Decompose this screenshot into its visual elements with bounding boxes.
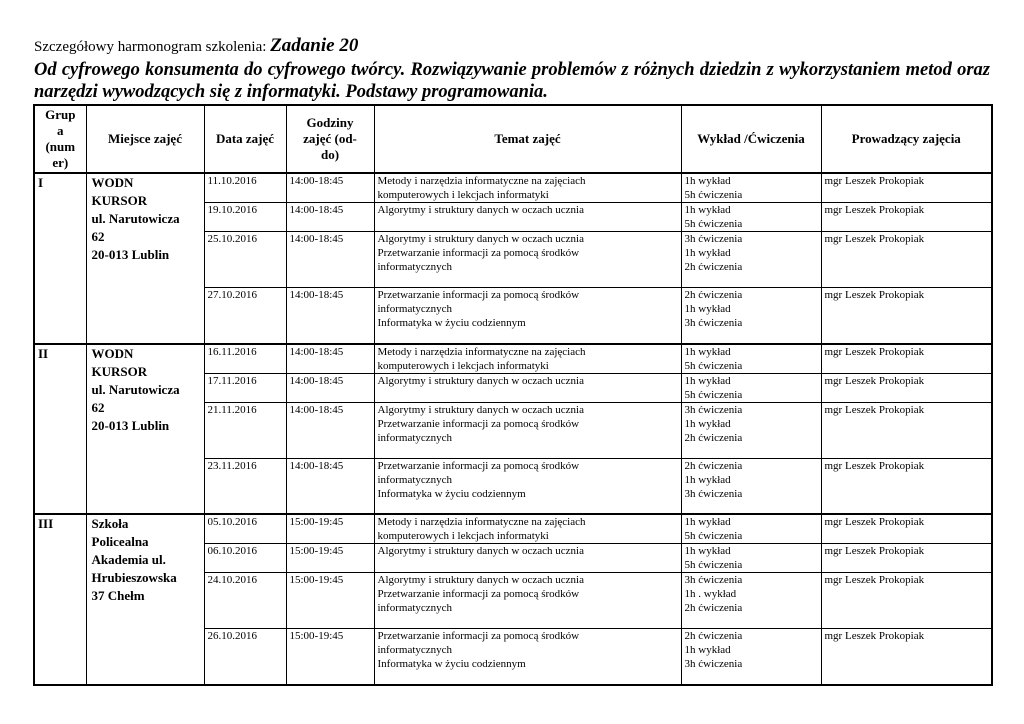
session-topic: [374, 173, 681, 203]
session-date: 17.11.2016: [204, 373, 286, 402]
session-type-line: 2h ćwiczenia: [684, 431, 743, 444]
session-date: 24.10.2016: [204, 573, 286, 629]
session-type-line: 3h ćwiczenia: [684, 317, 743, 329]
place-line: Szkoła: [91, 516, 129, 531]
session-topic: [374, 458, 681, 514]
session-date: 19.10.2016: [204, 203, 286, 232]
table-body: [34, 173, 992, 685]
session-type-line: 5h ćwiczenia: [684, 388, 743, 401]
session-topic-line: komputerowych i lekcjach informatyki: [377, 359, 549, 372]
heading-label-line: [34, 34, 990, 59]
session-type-line: 3h ćwiczenia: [684, 233, 743, 245]
session-type-line: 1h wykład: [684, 417, 731, 430]
session-type: [681, 173, 821, 203]
session-lecturer: mgr Leszek Prokopiak: [821, 544, 992, 573]
session-type-line: 3h ćwiczenia: [684, 403, 743, 416]
session-lecturer: mgr Leszek Prokopiak: [821, 573, 992, 629]
session-topic: [374, 344, 681, 374]
session-type-line: 2h ćwiczenia: [684, 602, 743, 614]
place-line: 62: [91, 399, 105, 415]
place-line: 37 Chełm: [91, 588, 145, 603]
group-place: [86, 344, 204, 515]
session-type-line: 5h ćwiczenia: [684, 359, 743, 372]
session-type: [681, 288, 821, 344]
header-group-line: a: [57, 123, 64, 138]
session-type-line: 2h ćwiczenia: [684, 459, 743, 472]
session-lecturer: mgr Leszek Prokopiak: [821, 629, 992, 685]
session-topic-line: Informatyka w życiu codziennym: [377, 658, 526, 670]
session-date: 27.10.2016: [204, 288, 286, 344]
session-lecturer: mgr Leszek Prokopiak: [821, 203, 992, 232]
session-date: 11.10.2016: [204, 173, 286, 203]
place-line: WODN: [91, 175, 134, 190]
session-hours: 14:00-18:45: [286, 203, 374, 232]
header-group-line: er): [52, 155, 69, 170]
session-type-line: 1h wykład: [684, 303, 731, 315]
session-topic-line: Przetwarzanie informacji za pomocą środków: [377, 630, 580, 642]
session-topic-line: Algorytmy i struktury danych w oczach ucznia: [377, 374, 584, 387]
session-lecturer: mgr Leszek Prokopiak: [821, 344, 992, 374]
session-hours: 15:00-19:45: [286, 514, 374, 544]
session-topic-line: informatycznych: [377, 473, 453, 486]
session-date: 21.11.2016: [204, 402, 286, 458]
session-type-line: 1h wykład: [684, 204, 731, 216]
place-line: ul. Narutowicza: [91, 381, 180, 397]
session-hours: 14:00-18:45: [286, 402, 374, 458]
session-type-line: 1h wykład: [684, 247, 731, 259]
session-type-line: 2h ćwiczenia: [684, 630, 743, 642]
session-type-line: 1h wykład: [684, 345, 731, 358]
session-type-line: 3h ćwiczenia: [684, 487, 743, 500]
session-topic-line: Algorytmy i struktury danych w oczach ucznia: [377, 403, 584, 416]
group-number: I: [34, 173, 86, 344]
document-heading: [34, 34, 990, 103]
session-topic: [374, 629, 681, 685]
header-group: [34, 105, 86, 173]
session-topic: [374, 232, 681, 288]
place-line: Hrubieszowska: [91, 570, 177, 585]
session-topic-line: Informatyka w życiu codziennym: [377, 487, 526, 500]
group-number: II: [34, 344, 86, 515]
session-type-line: 1h wykład: [684, 175, 731, 187]
session-topic-line: Metody i narzędzia informatyczne na zajęciach: [377, 175, 586, 187]
session-hours: 14:00-18:45: [286, 288, 374, 344]
header-hours-line: Godziny: [306, 115, 354, 130]
place-line: KURSOR: [91, 193, 148, 208]
session-topic-line: Przetwarzanie informacji za pomocą środków: [377, 289, 580, 301]
session-type-line: 5h ćwiczenia: [684, 218, 743, 230]
group-number: III: [34, 514, 86, 685]
session-type: [681, 514, 821, 544]
place-line: 62: [91, 229, 105, 244]
session-type-line: 5h ćwiczenia: [684, 530, 743, 542]
session-topic-line: komputerowych i lekcjach informatyki: [377, 530, 549, 542]
session-type: [681, 402, 821, 458]
session-type-line: 1h wykład: [684, 516, 731, 528]
table-row: [34, 514, 992, 544]
session-type: [681, 544, 821, 573]
session-type: [681, 629, 821, 685]
session-lecturer: mgr Leszek Prokopiak: [821, 514, 992, 544]
session-topic: [374, 514, 681, 544]
session-lecturer: mgr Leszek Prokopiak: [821, 373, 992, 402]
session-topic-line: Przetwarzanie informacji za pomocą środków: [377, 247, 580, 259]
session-topic-line: Metody i narzędzia informatyczne na zajęciach: [377, 345, 586, 358]
session-lecturer: mgr Leszek Prokopiak: [821, 173, 992, 203]
session-topic: [374, 573, 681, 629]
session-type-line: 1h wykład: [684, 644, 731, 656]
place-line: Akademia ul.: [91, 552, 166, 567]
session-date: 25.10.2016: [204, 232, 286, 288]
header-hours: [286, 105, 374, 173]
task-name: Zadanie 20: [270, 35, 359, 56]
session-topic-line: Przetwarzanie informacji za pomocą środków: [377, 417, 580, 430]
session-topic-line: Algorytmy i struktury danych w oczach ucznia: [377, 545, 584, 557]
table-row: [34, 173, 992, 203]
session-topic-line: informatycznych: [377, 261, 453, 273]
session-topic-line: Algorytmy i struktury danych w oczach ucznia: [377, 233, 584, 245]
session-type-line: 5h ćwiczenia: [684, 559, 743, 571]
session-type-line: 5h ćwiczenia: [684, 189, 743, 201]
session-date: 16.11.2016: [204, 344, 286, 374]
session-type-line: 2h ćwiczenia: [684, 261, 743, 273]
session-topic: [374, 203, 681, 232]
session-date: 05.10.2016: [204, 514, 286, 544]
session-hours: 14:00-18:45: [286, 458, 374, 514]
table-header-row: [34, 105, 992, 173]
session-type-line: 3h ćwiczenia: [684, 658, 743, 670]
session-type-line: 1h wykład: [684, 374, 731, 387]
header-group-line: Grup: [45, 107, 76, 122]
session-lecturer: mgr Leszek Prokopiak: [821, 232, 992, 288]
session-lecturer: mgr Leszek Prokopiak: [821, 458, 992, 514]
session-date: 26.10.2016: [204, 629, 286, 685]
document-title: Od cyfrowego konsumenta do cyfrowego twórcy. Rozwiązywanie problemów z różnych dziedzin z wykorzystaniem metod oraz narzędzi wywodzących się z informatyki. Podstawy programowania.: [34, 60, 990, 102]
schedule-table: [33, 104, 993, 686]
place-line: WODN: [91, 345, 134, 361]
session-date: 06.10.2016: [204, 544, 286, 573]
group-place: [86, 514, 204, 685]
session-topic-line: Przetwarzanie informacji za pomocą środków: [377, 459, 580, 472]
session-topic-line: Algorytmy i struktury danych w oczach ucznia: [377, 574, 584, 586]
session-hours: 15:00-19:45: [286, 573, 374, 629]
session-topic-line: informatycznych: [377, 644, 453, 656]
session-type-line: 2h ćwiczenia: [684, 289, 743, 301]
session-hours: 15:00-19:45: [286, 629, 374, 685]
place-line: KURSOR: [91, 363, 148, 379]
session-hours: 14:00-18:45: [286, 344, 374, 374]
place-line: ul. Narutowicza: [91, 211, 180, 226]
session-type-line: 3h ćwiczenia: [684, 574, 743, 586]
header-type: Wykład /Ćwiczenia: [681, 105, 821, 173]
session-lecturer: mgr Leszek Prokopiak: [821, 288, 992, 344]
session-topic: [374, 288, 681, 344]
session-hours: 14:00-18:45: [286, 173, 374, 203]
session-topic-line: Przetwarzanie informacji za pomocą środków: [377, 588, 580, 600]
session-topic-line: informatycznych: [377, 303, 453, 315]
place-line: 20-013 Lublin: [91, 247, 170, 262]
session-type: [681, 232, 821, 288]
table-row: [34, 344, 992, 374]
session-hours: 14:00-18:45: [286, 232, 374, 288]
session-topic-line: informatycznych: [377, 602, 453, 614]
session-type-line: 1h . wykład: [684, 588, 737, 600]
heading-label: Szczegółowy harmonogram szkolenia:: [34, 39, 267, 55]
header-hours-line: do): [320, 147, 340, 162]
session-type: [681, 458, 821, 514]
session-type-line: 1h wykład: [684, 473, 731, 486]
header-topic: Temat zajęć: [374, 105, 681, 173]
session-topic-line: informatycznych: [377, 431, 453, 444]
group-place: [86, 173, 204, 344]
session-topic-line: Informatyka w życiu codziennym: [377, 317, 526, 329]
session-type: [681, 573, 821, 629]
session-hours: 14:00-18:45: [286, 373, 374, 402]
place-line: Policealna: [91, 534, 149, 549]
header-hours-line: zajęć (od-: [303, 131, 357, 146]
session-topic-line: komputerowych i lekcjach informatyki: [377, 189, 549, 201]
session-type: [681, 203, 821, 232]
session-hours: 15:00-19:45: [286, 544, 374, 573]
place-line: 20-013 Lublin: [91, 417, 170, 433]
session-lecturer: mgr Leszek Prokopiak: [821, 402, 992, 458]
session-type-line: 1h wykład: [684, 545, 731, 557]
header-group-line: (num: [45, 139, 76, 154]
session-type: [681, 373, 821, 402]
session-type: [681, 344, 821, 374]
header-date: Data zajęć: [204, 105, 286, 173]
header-place: Miejsce zajęć: [86, 105, 204, 173]
session-topic: [374, 544, 681, 573]
session-date: 23.11.2016: [204, 458, 286, 514]
header-lecturer: Prowadzący zajęcia: [821, 105, 992, 173]
session-topic: [374, 402, 681, 458]
session-topic-line: Metody i narzędzia informatyczne na zajęciach: [377, 516, 586, 528]
session-topic: [374, 373, 681, 402]
session-topic-line: Algorytmy i struktury danych w oczach ucznia: [377, 204, 584, 216]
